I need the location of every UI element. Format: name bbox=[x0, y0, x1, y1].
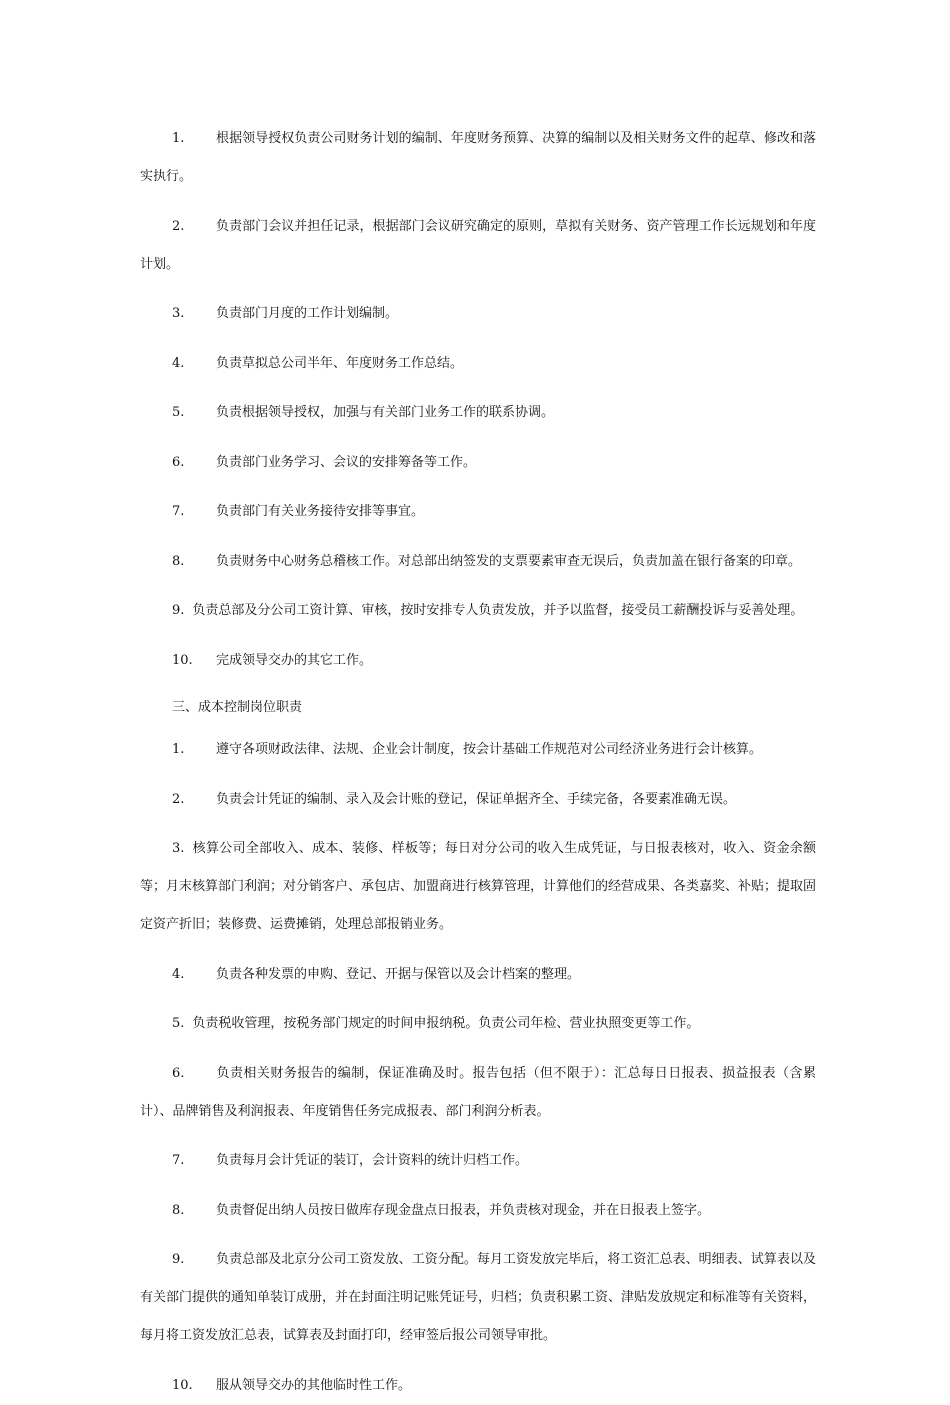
list-item bbox=[140, 543, 816, 581]
list-item bbox=[140, 493, 816, 531]
item-text: 服从领导交办的其他临时性工作。 bbox=[216, 1377, 412, 1393]
item-text: 核算公司全部收入、成本、装修、样板等；每日对分公司的收入生成凭证，与日报表核对，收入、资金余额等；月末核算部门利润；对分销客户、承包店、加盟商进行核算管理，计算他们的经营成果、各类嘉奖、补贴；提取固定资产折旧；装修费、运费摊销，处理总部报销业务。 bbox=[140, 841, 817, 932]
item-text: 负责税收管理，按税务部门规定的时间申报纳税。负责公司年检、营业执照变更等工作。 bbox=[192, 1016, 700, 1031]
item-text: 遵守各项财政法律、法规、企业会计制度，按会计基础工作规范对公司经济业务进行会计核算。 bbox=[216, 742, 763, 757]
item-text: 负责各种发票的申购、登记、开据与保管以及会计档案的整理。 bbox=[216, 966, 581, 982]
list-item bbox=[140, 1142, 816, 1180]
item-number: 1. bbox=[172, 131, 185, 146]
list-item bbox=[140, 592, 816, 630]
item-number: 9. bbox=[172, 603, 185, 618]
item-number: 9. bbox=[172, 1252, 185, 1267]
list-item bbox=[140, 345, 816, 383]
item-number: 6. bbox=[172, 1065, 185, 1081]
list-item bbox=[140, 781, 816, 819]
item-text: 负责相关财务报告的编制，保证准确及时。报告包括（但不限于）：汇总每日日报表、损益报表（含累计）、品牌销售及利润报表、年度销售任务完成报表、部门利润分析表。 bbox=[140, 1065, 816, 1119]
item-number: 3. bbox=[172, 841, 185, 856]
item-text: 负责督促出纳人员按日做库存现金盘点日报表，并负责核对现金，并在日报表上签字。 bbox=[216, 1202, 711, 1218]
list-item bbox=[140, 731, 816, 769]
list-item bbox=[140, 1005, 816, 1043]
list-item bbox=[140, 642, 816, 680]
list-item bbox=[140, 208, 816, 284]
item-number: 3. bbox=[172, 306, 185, 321]
list-item bbox=[140, 1055, 816, 1131]
item-text: 根据领导授权负责公司财务计划的编制、年度财务预算、决算的编制以及相关财务文件的起草、修改和落实执行。 bbox=[140, 131, 816, 184]
item-number: 4. bbox=[172, 355, 185, 371]
item-text: 负责部门有关业务接待安排等事宜。 bbox=[216, 504, 425, 519]
item-number: 4. bbox=[172, 966, 185, 982]
item-number: 7. bbox=[172, 504, 185, 519]
list-item bbox=[140, 830, 816, 944]
item-text: 负责总部及北京分公司工资发放、工资分配。每月工资发放完毕后，将工资汇总表、明细表、试算表以及有关部门提供的通知单装订成册，并在封面注明记账凭证号，归档；负责积累工资、津贴发放规定和标准等有关资料，每月将工资发放汇总表，试算表及封面打印，经审签后报公司领导审批。 bbox=[140, 1252, 817, 1343]
item-text: 负责总部及分公司工资计算、审核，按时安排专人负责发放，并予以监督，接受员工薪酬投诉与妥善处理。 bbox=[192, 603, 804, 618]
item-text: 负责财务中心财务总稽核工作。对总部出纳签发的支票要素审查无误后，负责加盖在银行备案的印章。 bbox=[216, 553, 802, 569]
item-text: 负责草拟总公司半年、年度财务工作总结。 bbox=[216, 355, 464, 371]
section-2-list bbox=[140, 120, 816, 680]
list-item bbox=[140, 444, 816, 482]
section-3-heading: 三、成本控制岗位职责 bbox=[172, 700, 303, 715]
item-text: 完成领导交办的其它工作。 bbox=[216, 652, 373, 668]
section-3-list bbox=[140, 731, 816, 1405]
item-text: 负责会计凭证的编制、录入及会计账的登记，保证单据齐全、手续完备，各要素准确无误。 bbox=[216, 791, 737, 807]
list-item bbox=[140, 1192, 816, 1230]
item-number: 10. bbox=[172, 1377, 193, 1393]
item-text: 负责部门月度的工作计划编制。 bbox=[216, 306, 399, 321]
item-text: 负责根据领导授权，加强与有关部门业务工作的联系协调。 bbox=[216, 405, 555, 420]
item-number: 5. bbox=[172, 405, 185, 420]
item-text: 负责部门业务学习、会议的安排筹备等工作。 bbox=[216, 454, 477, 470]
item-number: 6. bbox=[172, 454, 185, 470]
item-text: 负责每月会计凭证的装订，会计资料的统计归档工作。 bbox=[216, 1153, 529, 1168]
item-number: 2. bbox=[172, 791, 185, 807]
item-number: 10. bbox=[172, 652, 193, 668]
item-text: 负责部门会议并担任记录，根据部门会议研究确定的原则，草拟有关财务、资产管理工作长远规划和年度计划。 bbox=[140, 218, 816, 272]
list-item bbox=[140, 956, 816, 994]
item-number: 5. bbox=[172, 1016, 185, 1031]
item-number: 1. bbox=[172, 742, 185, 757]
list-item bbox=[140, 394, 816, 432]
list-item bbox=[140, 295, 816, 333]
list-item bbox=[140, 1367, 816, 1405]
item-number: 7. bbox=[172, 1153, 185, 1168]
list-item bbox=[140, 1241, 816, 1355]
item-number: 2. bbox=[172, 218, 185, 234]
item-number: 8. bbox=[172, 553, 185, 569]
item-number: 8. bbox=[172, 1202, 185, 1218]
list-item bbox=[140, 120, 816, 196]
